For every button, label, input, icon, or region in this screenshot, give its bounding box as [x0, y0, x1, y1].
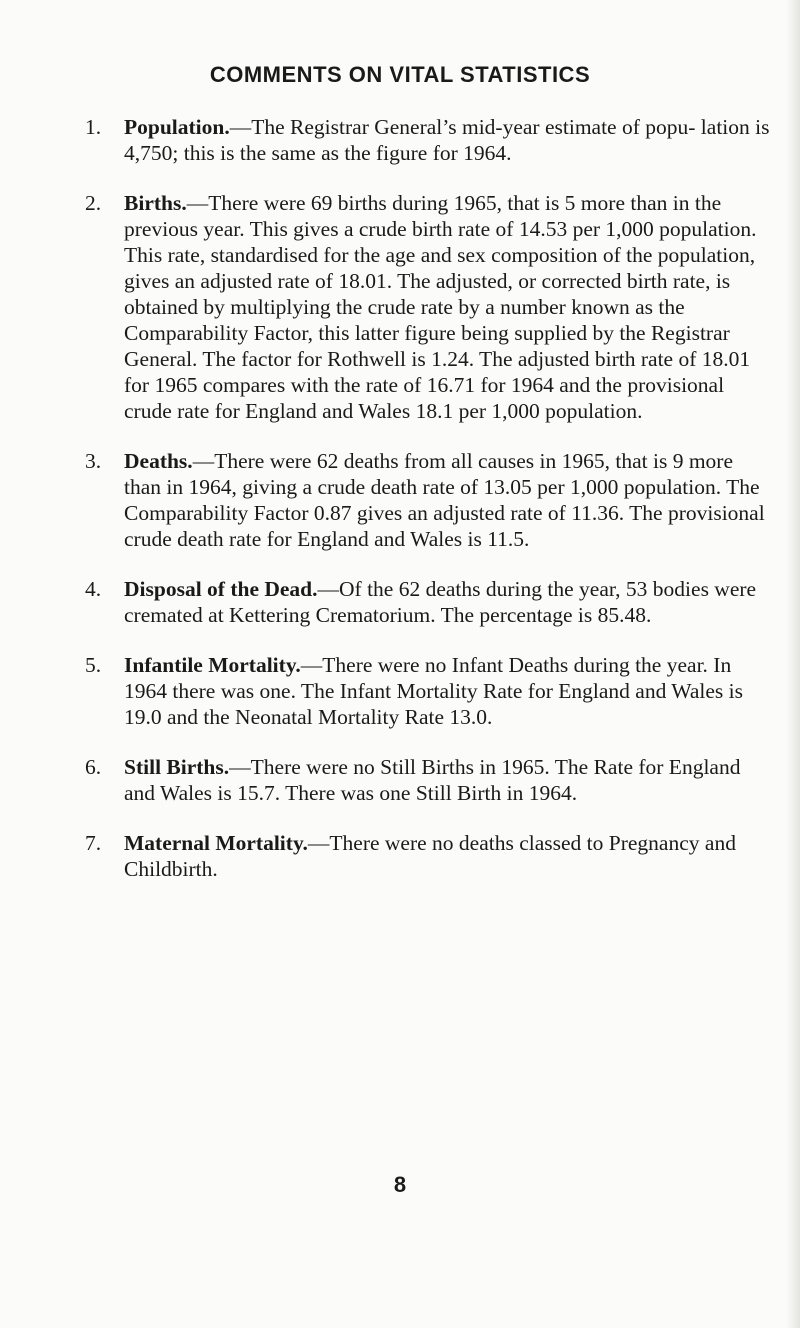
list-item-deaths [85, 448, 775, 552]
list-item-births [85, 190, 775, 424]
list-item-population [85, 114, 775, 166]
item-text: —There were no Infant Deaths during the year. In 1964 there was one. The Infant Mortality Rate for England and Wales is 19.0 and the Neonatal Mortality Rate 13.0. [124, 653, 744, 729]
list-item-disposal-of-the-dead [85, 576, 775, 628]
item-number: 2. [85, 191, 102, 215]
item-text: —The Registrar General’s mid-year estimate of popu- lation is 4,750; this is the same as the figure for 1964. [124, 115, 770, 165]
item-number: 5. [85, 653, 102, 677]
list-item-infantile-mortality [85, 652, 775, 730]
item-heading: Births. [124, 191, 187, 215]
statistics-list [85, 114, 775, 906]
item-text: —Of the 62 deaths during the year, 53 bodies were cremated at Kettering Crematorium. The percentage is 85.48. [124, 577, 757, 627]
list-item-maternal-mortality [85, 830, 775, 882]
page-number: 8 [393, 1172, 407, 1197]
page-edge-shadow [786, 0, 800, 1328]
item-text: —There were no Still Births in 1965. The Rate for England and Wales is 15.7. There was one Still Birth in 1964. [124, 755, 741, 805]
item-heading: Deaths. [124, 449, 193, 473]
item-heading: Still Births. [124, 755, 230, 779]
item-heading: Disposal of the Dead. [124, 577, 318, 601]
item-heading: Population. [124, 115, 230, 139]
item-number: 1. [85, 115, 102, 139]
page-title: COMMENTS ON VITAL STATISTICS [209, 62, 591, 87]
item-number: 3. [85, 449, 102, 473]
item-heading: Infantile Mortality. [124, 653, 301, 677]
item-text: —There were 69 births during 1965, that is 5 more than in the previous year. This gives a crude birth rate of 14.53 per 1,000 population. This rate, standardised for the age and sex composition of the population, gives an adjusted rate of 18.01. The adjusted, or corrected birth rate, is obtained by multiplying the crude rate by a number known as the Comparability Factor, this latter figure being supplied by the Registrar General. The factor for Rothwell is 1.24. The adjusted birth rate of 18.01 for 1965 compares with the rate of 16.71 for 1964 and the provisional crude rate for England and Wales 18.1 per 1,000 population. [124, 191, 757, 423]
item-text: —There were 62 deaths from all causes in 1965, that is 9 more than in 1964, giving a crude death rate of 13.05 per 1,000 population. The Comparability Factor 0.87 gives an adjusted rate of 11.36. The provisional crude death rate for England and Wales is 11.5. [124, 449, 765, 551]
item-heading: Maternal Mortality. [124, 831, 308, 855]
item-number: 4. [85, 577, 102, 601]
list-item-still-births [85, 754, 775, 806]
item-number: 7. [85, 831, 102, 855]
item-text: —There were no deaths classed to Pregnancy and Childbirth. [124, 831, 736, 881]
item-number: 6. [85, 755, 102, 779]
